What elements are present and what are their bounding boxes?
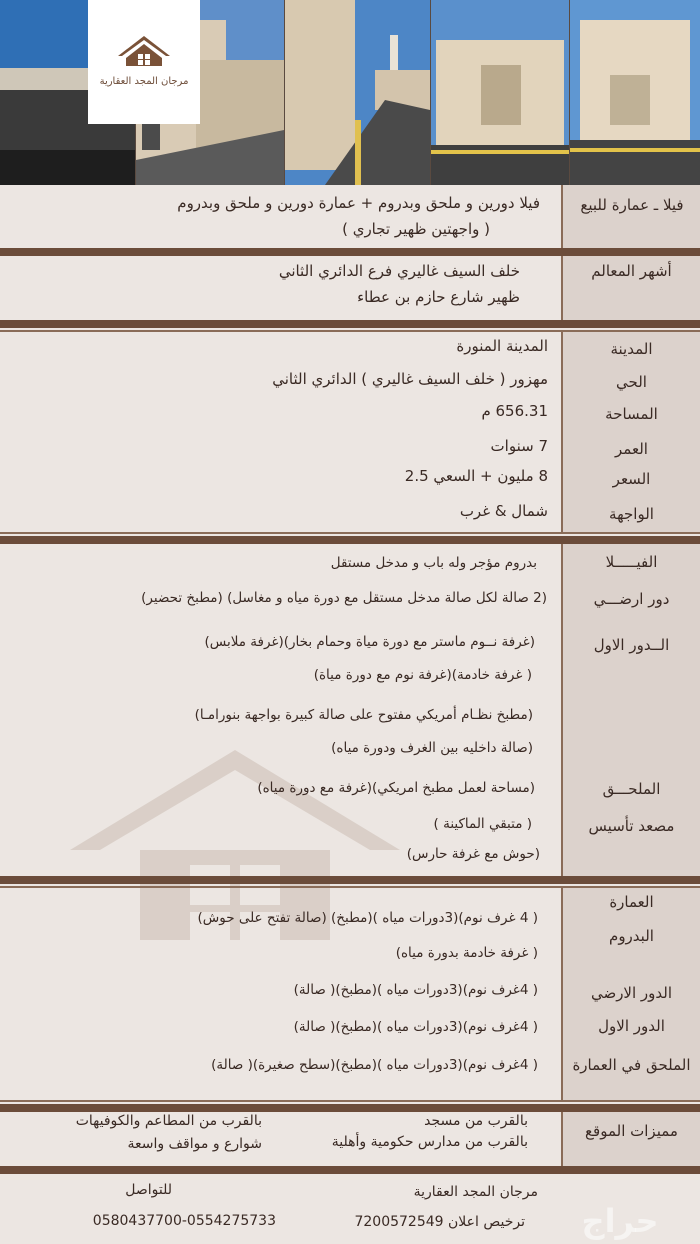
villa-line: (غرفة نــوم ماستر مع دورة مياة وحمام بخار)(غرفة ملابس) bbox=[204, 634, 535, 650]
building-line: ( 4غرف نوم)(3دورات مياه )(مطبخ)( صالة) bbox=[293, 1019, 538, 1035]
contact-label: للتواصل bbox=[125, 1182, 172, 1198]
section-thin-line bbox=[0, 532, 700, 534]
building-annex-label: الملحق في العمارة bbox=[572, 1056, 691, 1074]
landmarks-line-1: خلف السيف غاليري فرع الدائري الثاني bbox=[278, 262, 520, 280]
logo-brand-name: مرجان المجد العقارية bbox=[99, 76, 189, 87]
feature-restaurants: بالقرب من المطاعم والكوفيهات bbox=[75, 1113, 262, 1129]
company-logo bbox=[88, 0, 200, 124]
villa-line: (مطبخ نظـام أمريكي مفتوح على صالة كبيرة بواجهة بنورامـا) bbox=[194, 707, 533, 723]
villa-first-floor-label: الــدور الاول bbox=[593, 636, 670, 654]
villa-line: (صالة داخليه بين الغرف ودورة مياه) bbox=[331, 740, 533, 756]
villa-photo-1 bbox=[431, 0, 569, 185]
section-band bbox=[0, 1166, 700, 1174]
detail-label: المدينة bbox=[610, 340, 653, 358]
detail-value: 8 مليون + السعي 2.5 bbox=[404, 467, 548, 485]
detail-value: شمال & غرب bbox=[459, 502, 548, 520]
detail-label: الواجهة bbox=[609, 505, 654, 523]
villa-ground-label: دور ارضـــي bbox=[593, 590, 670, 608]
divider bbox=[561, 332, 563, 532]
section-band bbox=[0, 1104, 700, 1112]
villa-line: (حوش مع غرفة حارس) bbox=[406, 846, 540, 862]
divider bbox=[561, 185, 563, 248]
detail-label: المساحة bbox=[605, 405, 658, 423]
building-line: ( 4 غرف نوم)(3دورات مياه )(مطبخ) (صالة تفتح على حوش) bbox=[197, 910, 538, 926]
section-thin-line bbox=[0, 1100, 700, 1102]
title-line-1: فيلا دورين و ملحق وبدروم + عمارة دورين و ملحق وبدروم bbox=[177, 194, 540, 212]
contact-phones[interactable]: 0580437700-0554275733 bbox=[92, 1213, 276, 1229]
landmarks-label: أشهر المعالم bbox=[591, 262, 672, 280]
street-photo-3 bbox=[285, 0, 430, 185]
feature-schools: بالقرب من مدارس حكومية وأهلية bbox=[331, 1134, 528, 1150]
detail-value: 656.31 م bbox=[481, 402, 548, 420]
house-logo-icon bbox=[88, 0, 200, 76]
building-line: ( 4غرف نوم)(3دورات مياه )(مطبخ)(سطح صغيرة)( صالة) bbox=[211, 1057, 538, 1073]
feature-mosque: بالقرب من مسجد bbox=[424, 1113, 528, 1129]
haraj-watermark-icon bbox=[545, 1196, 695, 1244]
building-first-label: الدور الاول bbox=[598, 1017, 665, 1035]
villa-photo-2 bbox=[570, 0, 700, 185]
feature-parking: شوارع و مواقف واسعة bbox=[127, 1136, 262, 1152]
section-band bbox=[0, 876, 700, 884]
villa-label: الفيـــــلا bbox=[605, 553, 658, 571]
section-band bbox=[0, 320, 700, 328]
detail-value: المدينة المنورة bbox=[456, 337, 548, 355]
landmarks-line-2: ظهير شارع حازم بن عطاء bbox=[357, 288, 520, 306]
title-label: فيلا ـ عمارة للبيع bbox=[580, 196, 684, 214]
villa-annex-label: الملحـــق bbox=[602, 780, 661, 798]
haraj-watermark-text: حراج bbox=[581, 1202, 659, 1240]
building-line: ( غرفة خادمة بدورة مياه) bbox=[395, 945, 538, 961]
details-label-cell bbox=[563, 332, 700, 532]
building-ground-label: الدور الارضي bbox=[590, 984, 673, 1002]
villa-line: ( غرفة خادمة)(غرفة نوم مع دورة مياة) bbox=[313, 667, 532, 683]
villa-line: بدروم مؤجر وله باب و مدخل مستقل bbox=[330, 555, 537, 571]
villa-line: ( متبقي الماكينة ) bbox=[433, 816, 532, 832]
contact-company: مرجان المجد العقارية bbox=[413, 1184, 538, 1200]
detail-label: الحي bbox=[616, 373, 647, 391]
features-label: مميزات الموقع bbox=[585, 1122, 678, 1140]
detail-value: 7 سنوات bbox=[490, 437, 548, 455]
villa-line: (مساحة لعمل مطبخ امريكي)(غرفة مع دورة مياه) bbox=[257, 780, 535, 796]
building-basement-label: البدروم bbox=[609, 927, 654, 945]
detail-label: العمر bbox=[615, 440, 648, 458]
detail-value: مهزور ( خلف السيف غاليري ) الدائري الثاني bbox=[272, 370, 548, 388]
villa-line: (2 صالة لكل صالة مدخل مستقل مع دورة مياه و مغاسل) (مطبخ تحضير) bbox=[141, 590, 547, 606]
contact-license: ترخيص اعلان 7200572549 bbox=[354, 1214, 525, 1230]
section-band bbox=[0, 536, 700, 544]
building-line: ( 4غرف نوم)(3دورات مياه )(مطبخ)( صالة) bbox=[293, 982, 538, 998]
villa-elevator-label: مصعد تأسيس bbox=[588, 817, 675, 835]
detail-label: السعر bbox=[612, 470, 651, 488]
title-line-2: ( واجهتين ظهير تجاري ) bbox=[342, 220, 490, 238]
building-label: العمارة bbox=[609, 893, 654, 911]
section-band bbox=[0, 248, 700, 256]
